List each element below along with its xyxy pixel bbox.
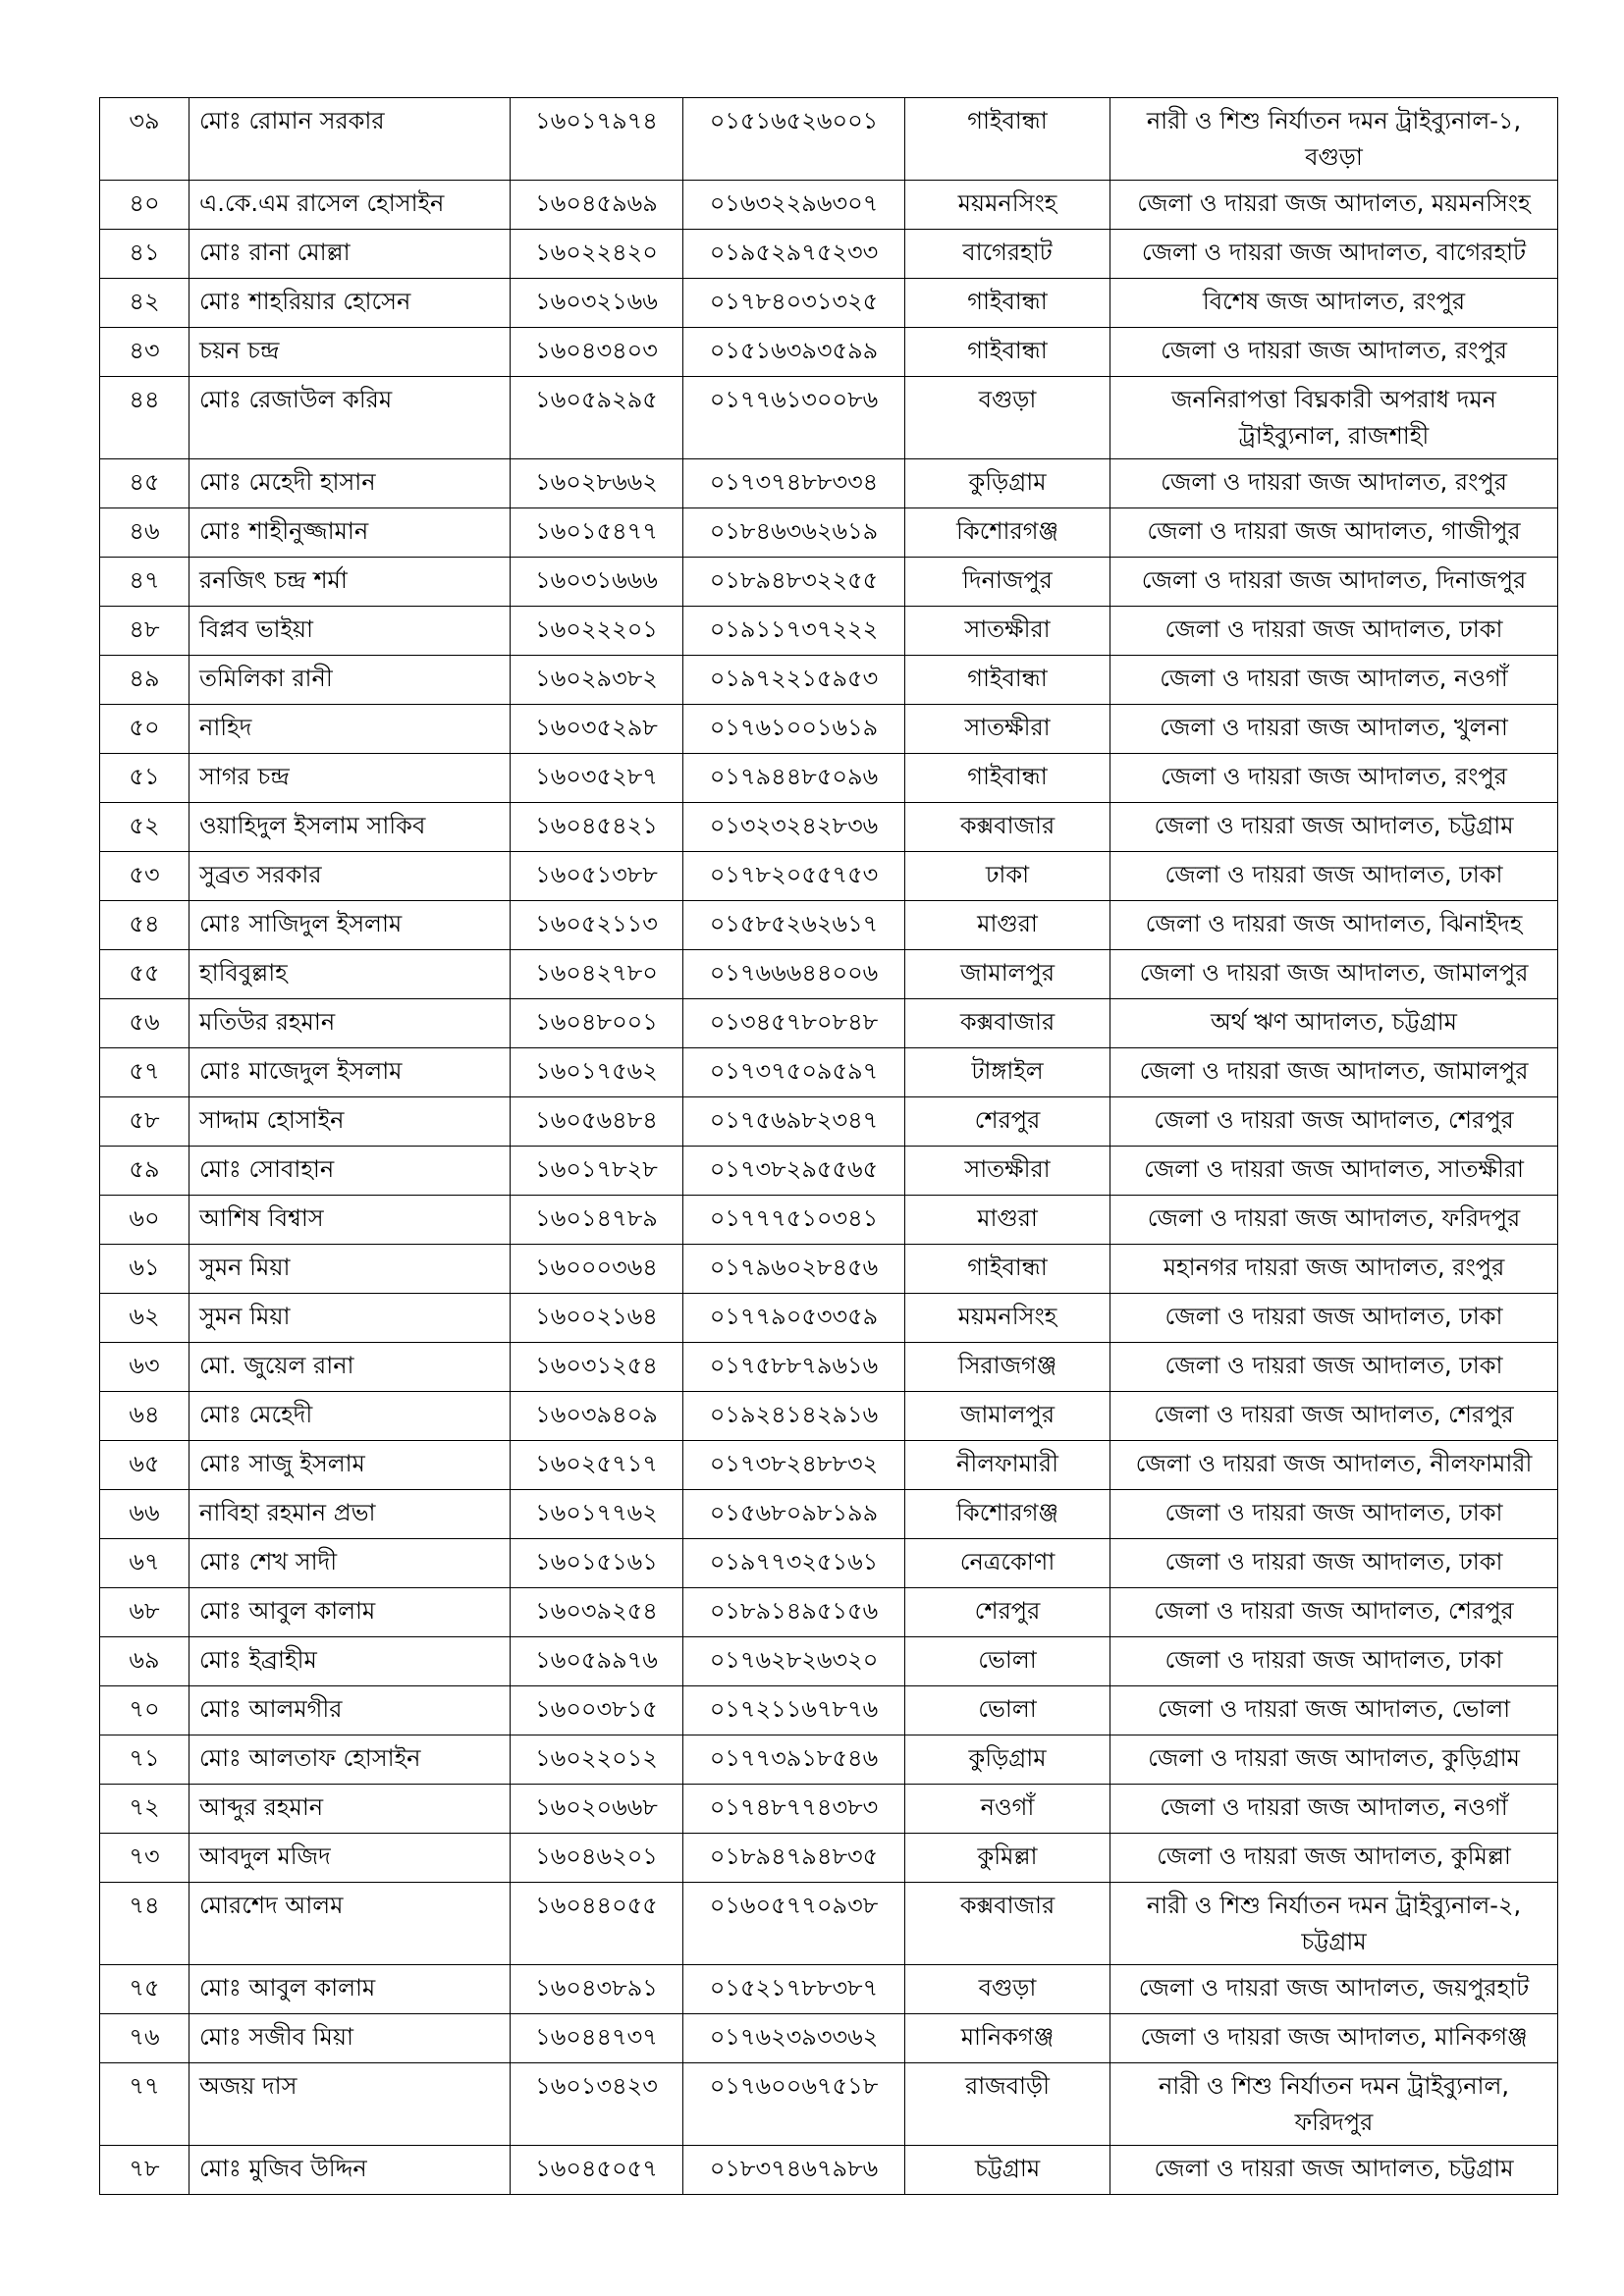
serial-cell: ৪২ bbox=[100, 279, 189, 328]
candidate-list-table bbox=[99, 97, 1558, 2195]
court-cell: জেলা ও দায়রা জজ আদালত, ঢাকা bbox=[1110, 1637, 1558, 1686]
phone-cell: ০১৯১১৭৩৭২২২ bbox=[683, 607, 905, 656]
roll-cell: ১৬০২২৪২০ bbox=[511, 230, 683, 279]
phone-cell: ০১৭৪৮৭৭৪৩৮৩ bbox=[683, 1785, 905, 1834]
district-cell: কুড়িগ্রাম bbox=[905, 1735, 1110, 1785]
district-cell: নেত্রকোণা bbox=[905, 1539, 1110, 1588]
name-cell: সাদ্দাম হোসাইন bbox=[189, 1097, 511, 1147]
court-cell: জেলা ও দায়রা জজ আদালত, ঢাকা bbox=[1110, 1343, 1558, 1392]
roll-cell: ১৬০১৫১৬১ bbox=[511, 1539, 683, 1588]
roll-cell: ১৬০৩১২৫৪ bbox=[511, 1343, 683, 1392]
serial-cell: ৬১ bbox=[100, 1245, 189, 1294]
district-cell: বগুড়া bbox=[905, 377, 1110, 459]
court-cell: বিশেষ জজ আদালত, রংপুর bbox=[1110, 279, 1558, 328]
name-cell: মোঃ শেখ সাদী bbox=[189, 1539, 511, 1588]
court-cell: জেলা ও দায়রা জজ আদালত, বাগেরহাট bbox=[1110, 230, 1558, 279]
name-cell: তমিলিকা রানী bbox=[189, 656, 511, 705]
roll-cell: ১৬০৪৬২০১ bbox=[511, 1834, 683, 1883]
district-cell: গাইবান্ধা bbox=[905, 656, 1110, 705]
roll-cell: ১৬০০৩৮১৫ bbox=[511, 1686, 683, 1735]
name-cell: মোঃ শাহীনুজ্জামান bbox=[189, 508, 511, 558]
roll-cell: ১৬০৩৯৪০৯ bbox=[511, 1392, 683, 1441]
roll-cell: ১৬০২৮৬৬২ bbox=[511, 459, 683, 508]
phone-cell: ০১৭৭৬১৩০০৮৬ bbox=[683, 377, 905, 459]
phone-cell: ০১৮৯৪৭৯৪৮৩৫ bbox=[683, 1834, 905, 1883]
phone-cell: ০১৭৬২৮২৬৩২০ bbox=[683, 1637, 905, 1686]
court-cell: জেলা ও দায়রা জজ আদালত, সাতক্ষীরা bbox=[1110, 1147, 1558, 1196]
court-cell: জেলা ও দায়রা জজ আদালত, কুমিল্লা bbox=[1110, 1834, 1558, 1883]
roll-cell: ১৬০৪৪০৫৫ bbox=[511, 1883, 683, 1965]
phone-cell: ০১৭৬৬৬৪৪০০৬ bbox=[683, 950, 905, 999]
serial-cell: ৭৫ bbox=[100, 1965, 189, 2014]
name-cell: রনজিৎ চন্দ্র শর্মা bbox=[189, 558, 511, 607]
table-row bbox=[100, 607, 1558, 656]
name-cell: মোঃ মেহেদী bbox=[189, 1392, 511, 1441]
court-cell: নারী ও শিশু নির্যাতন দমন ট্রাইব্যুনাল, ফরিদপুর bbox=[1110, 2063, 1558, 2146]
name-cell: ওয়াহিদুল ইসলাম সাকিব bbox=[189, 803, 511, 852]
district-cell: সিরাজগঞ্জ bbox=[905, 1343, 1110, 1392]
table-row bbox=[100, 705, 1558, 754]
roll-cell: ১৬০০০৩৬৪ bbox=[511, 1245, 683, 1294]
table-row bbox=[100, 950, 1558, 999]
roll-cell: ১৬০৫১৩৮৮ bbox=[511, 852, 683, 901]
phone-cell: ০১৭৬০০৬৭৫১৮ bbox=[683, 2063, 905, 2146]
serial-cell: ৬৩ bbox=[100, 1343, 189, 1392]
roll-cell: ১৬০২২২০১ bbox=[511, 607, 683, 656]
court-cell: জেলা ও দায়রা জজ আদালত, নওগাঁ bbox=[1110, 1785, 1558, 1834]
phone-cell: ০১৭৯৬০২৮৪৫৬ bbox=[683, 1245, 905, 1294]
court-cell: জেলা ও দায়রা জজ আদালত, ঢাকা bbox=[1110, 1294, 1558, 1343]
district-cell: কক্সবাজার bbox=[905, 803, 1110, 852]
roll-cell: ১৬০১৭৯৭৪ bbox=[511, 98, 683, 181]
roll-cell: ১৬০২২০১২ bbox=[511, 1735, 683, 1785]
phone-cell: ০১৫৮৫২৬২৬১৭ bbox=[683, 901, 905, 950]
name-cell: মোঃ শাহরিয়ার হোসেন bbox=[189, 279, 511, 328]
district-cell: শেরপুর bbox=[905, 1097, 1110, 1147]
court-cell: জেলা ও দায়রা জজ আদালত, নীলফামারী bbox=[1110, 1441, 1558, 1490]
table-row bbox=[100, 1588, 1558, 1637]
court-cell: জেলা ও দায়রা জজ আদালত, শেরপুর bbox=[1110, 1392, 1558, 1441]
phone-cell: ০১৭৫৮৮৭৯৬১৬ bbox=[683, 1343, 905, 1392]
district-cell: কুমিল্লা bbox=[905, 1834, 1110, 1883]
district-cell: কক্সবাজার bbox=[905, 999, 1110, 1048]
serial-cell: ৪০ bbox=[100, 181, 189, 230]
name-cell: মোঃ রোমান সরকার bbox=[189, 98, 511, 181]
name-cell: চয়ন চন্দ্র bbox=[189, 328, 511, 377]
court-cell: জেলা ও দায়রা জজ আদালত, ভোলা bbox=[1110, 1686, 1558, 1735]
district-cell: ময়মনসিংহ bbox=[905, 1294, 1110, 1343]
table-row bbox=[100, 181, 1558, 230]
table-row bbox=[100, 1785, 1558, 1834]
court-cell: জেলা ও দায়রা জজ আদালত, চট্টগ্রাম bbox=[1110, 803, 1558, 852]
court-cell: জেলা ও দায়রা জজ আদালত, জামালপুর bbox=[1110, 1048, 1558, 1097]
district-cell: কিশোরগঞ্জ bbox=[905, 1490, 1110, 1539]
table-row bbox=[100, 901, 1558, 950]
district-cell: ময়মনসিংহ bbox=[905, 181, 1110, 230]
district-cell: সাতক্ষীরা bbox=[905, 705, 1110, 754]
table-row bbox=[100, 1686, 1558, 1735]
district-cell: গাইবান্ধা bbox=[905, 1245, 1110, 1294]
serial-cell: ৫৬ bbox=[100, 999, 189, 1048]
name-cell: মোঃ আবুল কালাম bbox=[189, 1588, 511, 1637]
district-cell: নীলফামারী bbox=[905, 1441, 1110, 1490]
district-cell: কক্সবাজার bbox=[905, 1883, 1110, 1965]
district-cell: গাইবান্ধা bbox=[905, 98, 1110, 181]
table-row bbox=[100, 999, 1558, 1048]
court-cell: মহানগর দায়রা জজ আদালত, রংপুর bbox=[1110, 1245, 1558, 1294]
name-cell: আব্দুর রহমান bbox=[189, 1785, 511, 1834]
roll-cell: ১৬০৫৯২৯৫ bbox=[511, 377, 683, 459]
phone-cell: ০১৭৫৬৯৮২৩৪৭ bbox=[683, 1097, 905, 1147]
phone-cell: ০১৭৬২৩৯৩৩৬২ bbox=[683, 2014, 905, 2063]
serial-cell: ৭৮ bbox=[100, 2146, 189, 2195]
table-row bbox=[100, 656, 1558, 705]
court-cell: জেলা ও দায়রা জজ আদালত, চট্টগ্রাম bbox=[1110, 2146, 1558, 2195]
roll-cell: ১৬০১৪৭৮৯ bbox=[511, 1196, 683, 1245]
name-cell: মোঃ রানা মোল্লা bbox=[189, 230, 511, 279]
roll-cell: ১৬০৪৩৮৯১ bbox=[511, 1965, 683, 2014]
district-cell: টাঙ্গাইল bbox=[905, 1048, 1110, 1097]
table-row bbox=[100, 1392, 1558, 1441]
court-cell: জেলা ও দায়রা জজ আদালত, ঢাকা bbox=[1110, 852, 1558, 901]
district-cell: নওগাঁ bbox=[905, 1785, 1110, 1834]
district-cell: চট্টগ্রাম bbox=[905, 2146, 1110, 2195]
phone-cell: ০১৫১৬৫২৬০০১ bbox=[683, 98, 905, 181]
district-cell: ভোলা bbox=[905, 1637, 1110, 1686]
serial-cell: ৪৫ bbox=[100, 459, 189, 508]
name-cell: সুব্রত সরকার bbox=[189, 852, 511, 901]
district-cell: সাতক্ষীরা bbox=[905, 607, 1110, 656]
phone-cell: ০১৩২৩২৪২৮৩৬ bbox=[683, 803, 905, 852]
name-cell: এ.কে.এম রাসেল হোসাইন bbox=[189, 181, 511, 230]
table-row bbox=[100, 459, 1558, 508]
name-cell: মোঃ মুজিব উদ্দিন bbox=[189, 2146, 511, 2195]
phone-cell: ০১৯৭২২১৫৯৫৩ bbox=[683, 656, 905, 705]
roll-cell: ১৬০২০৬৬৮ bbox=[511, 1785, 683, 1834]
serial-cell: ৫৭ bbox=[100, 1048, 189, 1097]
roll-cell: ১৬০০২১৬৪ bbox=[511, 1294, 683, 1343]
court-cell: জেলা ও দায়রা জজ আদালত, দিনাজপুর bbox=[1110, 558, 1558, 607]
name-cell: মোঃ ইব্রাহীম bbox=[189, 1637, 511, 1686]
name-cell: সুমন মিয়া bbox=[189, 1294, 511, 1343]
roll-cell: ১৬০১৫৪৭৭ bbox=[511, 508, 683, 558]
table-row bbox=[100, 852, 1558, 901]
name-cell: নাহিদ bbox=[189, 705, 511, 754]
court-cell: জেলা ও দায়রা জজ আদালত, রংপুর bbox=[1110, 328, 1558, 377]
table-row bbox=[100, 1196, 1558, 1245]
phone-cell: ০১৭৩৮২৯৫৫৬৫ bbox=[683, 1147, 905, 1196]
name-cell: মোঃ সাজু ইসলাম bbox=[189, 1441, 511, 1490]
table-row bbox=[100, 1490, 1558, 1539]
serial-cell: ৪৭ bbox=[100, 558, 189, 607]
district-cell: কিশোরগঞ্জ bbox=[905, 508, 1110, 558]
table-row bbox=[100, 1441, 1558, 1490]
roll-cell: ১৬০৩১৬৬৬ bbox=[511, 558, 683, 607]
phone-cell: ০১৮৯১৪৯৫১৫৬ bbox=[683, 1588, 905, 1637]
serial-cell: ৪৩ bbox=[100, 328, 189, 377]
serial-cell: ৭৭ bbox=[100, 2063, 189, 2146]
phone-cell: ০১৫৬৮০৯৮১৯৯ bbox=[683, 1490, 905, 1539]
table-row bbox=[100, 1097, 1558, 1147]
phone-cell: ০১৫১৬৩৯৩৫৯৯ bbox=[683, 328, 905, 377]
phone-cell: ০১৬৩২২৯৬৩০৭ bbox=[683, 181, 905, 230]
court-cell: জেলা ও দায়রা জজ আদালত, ময়মনসিংহ bbox=[1110, 181, 1558, 230]
table-row bbox=[100, 1834, 1558, 1883]
name-cell: মোঃ সোবাহান bbox=[189, 1147, 511, 1196]
roll-cell: ১৬০২৫৭১৭ bbox=[511, 1441, 683, 1490]
court-cell: জেলা ও দায়রা জজ আদালত, মানিকগঞ্জ bbox=[1110, 2014, 1558, 2063]
phone-cell: ০১৭৭৩৯১৮৫৪৬ bbox=[683, 1735, 905, 1785]
table-row bbox=[100, 2014, 1558, 2063]
court-cell: জেলা ও দায়রা জজ আদালত, গাজীপুর bbox=[1110, 508, 1558, 558]
table-row bbox=[100, 1343, 1558, 1392]
court-cell: জেলা ও দায়রা জজ আদালত, শেরপুর bbox=[1110, 1097, 1558, 1147]
name-cell: মোঃ রেজাউল করিম bbox=[189, 377, 511, 459]
name-cell: হাবিবুল্লাহ bbox=[189, 950, 511, 999]
serial-cell: ৫৫ bbox=[100, 950, 189, 999]
table-row bbox=[100, 377, 1558, 459]
serial-cell: ৫২ bbox=[100, 803, 189, 852]
court-cell: জেলা ও দায়রা জজ আদালত, কুড়িগ্রাম bbox=[1110, 1735, 1558, 1785]
name-cell: আবদুল মজিদ bbox=[189, 1834, 511, 1883]
phone-cell: ০১৭৩৭৪৮৮৩৩৪ bbox=[683, 459, 905, 508]
table-row bbox=[100, 1245, 1558, 1294]
name-cell: মোঃ সজীব মিয়া bbox=[189, 2014, 511, 2063]
district-cell: জামালপুর bbox=[905, 1392, 1110, 1441]
phone-cell: ০১৭৮২০৫৫৭৫৩ bbox=[683, 852, 905, 901]
phone-cell: ০১৩৪৫৭৮০৮৪৮ bbox=[683, 999, 905, 1048]
serial-cell: ৫৩ bbox=[100, 852, 189, 901]
name-cell: মোরশেদ আলম bbox=[189, 1883, 511, 1965]
district-cell: মানিকগঞ্জ bbox=[905, 2014, 1110, 2063]
name-cell: মোঃ মাজেদুল ইসলাম bbox=[189, 1048, 511, 1097]
serial-cell: ৭৬ bbox=[100, 2014, 189, 2063]
phone-cell: ০১৯৫২৯৭৫২৩৩ bbox=[683, 230, 905, 279]
roll-cell: ১৬০৪৫৯৬৯ bbox=[511, 181, 683, 230]
serial-cell: ৬৪ bbox=[100, 1392, 189, 1441]
serial-cell: ৭৩ bbox=[100, 1834, 189, 1883]
roll-cell: ১৬০১৭৭৬২ bbox=[511, 1490, 683, 1539]
roll-cell: ১৬০৫৯৯৭৬ bbox=[511, 1637, 683, 1686]
roll-cell: ১৬০৫৬৪৮৪ bbox=[511, 1097, 683, 1147]
phone-cell: ০১৬০৫৭৭০৯৩৮ bbox=[683, 1883, 905, 1965]
roll-cell: ১৬০৪২৭৮০ bbox=[511, 950, 683, 999]
serial-cell: ৫৮ bbox=[100, 1097, 189, 1147]
court-cell: জেলা ও দায়রা জজ আদালত, রংপুর bbox=[1110, 459, 1558, 508]
roll-cell: ১৬০৩৫২৮৭ bbox=[511, 754, 683, 803]
serial-cell: ৪৯ bbox=[100, 656, 189, 705]
serial-cell: ৬৯ bbox=[100, 1637, 189, 1686]
document-table-container bbox=[99, 97, 1557, 2195]
table-row bbox=[100, 2063, 1558, 2146]
court-cell: জেলা ও দায়রা জজ আদালত, জামালপুর bbox=[1110, 950, 1558, 999]
serial-cell: ৬৬ bbox=[100, 1490, 189, 1539]
court-cell: জেলা ও দায়রা জজ আদালত, ঝিনাইদহ bbox=[1110, 901, 1558, 950]
phone-cell: ০১৭৩৮২৪৮৮৩২ bbox=[683, 1441, 905, 1490]
serial-cell: ৪৮ bbox=[100, 607, 189, 656]
court-cell: জেলা ও দায়রা জজ আদালত, জয়পুরহাট bbox=[1110, 1965, 1558, 2014]
court-cell: নারী ও শিশু নির্যাতন দমন ট্রাইব্যুনাল-২, চট্টগ্রাম bbox=[1110, 1883, 1558, 1965]
table-body bbox=[100, 98, 1558, 2195]
roll-cell: ১৬০৪৫০৫৭ bbox=[511, 2146, 683, 2195]
name-cell: মো. জুয়েল রানা bbox=[189, 1343, 511, 1392]
district-cell: শেরপুর bbox=[905, 1588, 1110, 1637]
district-cell: গাইবান্ধা bbox=[905, 754, 1110, 803]
district-cell: রাজবাড়ী bbox=[905, 2063, 1110, 2146]
table-row bbox=[100, 1965, 1558, 2014]
name-cell: মোঃ মেহেদী হাসান bbox=[189, 459, 511, 508]
table-row bbox=[100, 754, 1558, 803]
court-cell: জেলা ও দায়রা জজ আদালত, খুলনা bbox=[1110, 705, 1558, 754]
phone-cell: ০১৮৩৭৪৬৭৯৮৬ bbox=[683, 2146, 905, 2195]
roll-cell: ১৬০৩৫২৯৮ bbox=[511, 705, 683, 754]
phone-cell: ০১৭৬১০০১৬১৯ bbox=[683, 705, 905, 754]
table-row bbox=[100, 1883, 1558, 1965]
court-cell: জেলা ও দায়রা জজ আদালত, ঢাকা bbox=[1110, 1490, 1558, 1539]
roll-cell: ১৬০৪৮০০১ bbox=[511, 999, 683, 1048]
table-row bbox=[100, 1637, 1558, 1686]
district-cell: গাইবান্ধা bbox=[905, 328, 1110, 377]
serial-cell: ৬৫ bbox=[100, 1441, 189, 1490]
court-cell: নারী ও শিশু নির্যাতন দমন ট্রাইব্যুনাল-১, বগুড়া bbox=[1110, 98, 1558, 181]
roll-cell: ১৬০৩২১৬৬ bbox=[511, 279, 683, 328]
table-row bbox=[100, 508, 1558, 558]
serial-cell: ৪৬ bbox=[100, 508, 189, 558]
table-row bbox=[100, 279, 1558, 328]
phone-cell: ০১৮৯৪৮৩২২৫৫ bbox=[683, 558, 905, 607]
phone-cell: ০১৮৪৬৩৬২৬১৯ bbox=[683, 508, 905, 558]
table-row bbox=[100, 328, 1558, 377]
roll-cell: ১৬০৪৩৪০৩ bbox=[511, 328, 683, 377]
table-row bbox=[100, 558, 1558, 607]
serial-cell: ৭৪ bbox=[100, 1883, 189, 1965]
district-cell: গাইবান্ধা bbox=[905, 279, 1110, 328]
name-cell: আশিষ বিশ্বাস bbox=[189, 1196, 511, 1245]
serial-cell: ৭২ bbox=[100, 1785, 189, 1834]
phone-cell: ০১৯৭৭৩২৫১৬১ bbox=[683, 1539, 905, 1588]
name-cell: সুমন মিয়া bbox=[189, 1245, 511, 1294]
serial-cell: ৬৮ bbox=[100, 1588, 189, 1637]
serial-cell: ৬০ bbox=[100, 1196, 189, 1245]
table-row bbox=[100, 1048, 1558, 1097]
phone-cell: ০১৫২১৭৮৮৩৮৭ bbox=[683, 1965, 905, 2014]
phone-cell: ০১৭৭৭৫১০৩৪১ bbox=[683, 1196, 905, 1245]
roll-cell: ১৬০৪৪৭৩৭ bbox=[511, 2014, 683, 2063]
district-cell: মাগুরা bbox=[905, 901, 1110, 950]
court-cell: জেলা ও দায়রা জজ আদালত, শেরপুর bbox=[1110, 1588, 1558, 1637]
table-row bbox=[100, 98, 1558, 181]
court-cell: জেলা ও দায়রা জজ আদালত, রংপুর bbox=[1110, 754, 1558, 803]
name-cell: বিপ্লব ভাইয়া bbox=[189, 607, 511, 656]
serial-cell: ৭১ bbox=[100, 1735, 189, 1785]
court-cell: জেলা ও দায়রা জজ আদালত, ঢাকা bbox=[1110, 1539, 1558, 1588]
court-cell: জেলা ও দায়রা জজ আদালত, ফরিদপুর bbox=[1110, 1196, 1558, 1245]
serial-cell: ৪১ bbox=[100, 230, 189, 279]
table-row bbox=[100, 803, 1558, 852]
name-cell: সাগর চন্দ্র bbox=[189, 754, 511, 803]
court-cell: জেলা ও দায়রা জজ আদালত, নওগাঁ bbox=[1110, 656, 1558, 705]
roll-cell: ১৬০১৭৫৬২ bbox=[511, 1048, 683, 1097]
serial-cell: ৬৭ bbox=[100, 1539, 189, 1588]
district-cell: বগুড়া bbox=[905, 1965, 1110, 2014]
serial-cell: ৭০ bbox=[100, 1686, 189, 1735]
serial-cell: ৩৯ bbox=[100, 98, 189, 181]
roll-cell: ১৬০১৩৪২৩ bbox=[511, 2063, 683, 2146]
phone-cell: ০১৭২১১৬৭৮৭৬ bbox=[683, 1686, 905, 1735]
serial-cell: ৪৪ bbox=[100, 377, 189, 459]
court-cell: অর্থ ঋণ আদালত, চট্টগ্রাম bbox=[1110, 999, 1558, 1048]
district-cell: সাতক্ষীরা bbox=[905, 1147, 1110, 1196]
table-row bbox=[100, 1147, 1558, 1196]
name-cell: নাবিহা রহমান প্রভা bbox=[189, 1490, 511, 1539]
district-cell: বাগেরহাট bbox=[905, 230, 1110, 279]
serial-cell: ৬২ bbox=[100, 1294, 189, 1343]
name-cell: মোঃ আবুল কালাম bbox=[189, 1965, 511, 2014]
serial-cell: ৫০ bbox=[100, 705, 189, 754]
name-cell: মোঃ আলমগীর bbox=[189, 1686, 511, 1735]
district-cell: জামালপুর bbox=[905, 950, 1110, 999]
serial-cell: ৫৪ bbox=[100, 901, 189, 950]
district-cell: মাগুরা bbox=[905, 1196, 1110, 1245]
roll-cell: ১৬০৩৯২৫৪ bbox=[511, 1588, 683, 1637]
table-row bbox=[100, 1735, 1558, 1785]
serial-cell: ৫৯ bbox=[100, 1147, 189, 1196]
district-cell: দিনাজপুর bbox=[905, 558, 1110, 607]
table-row bbox=[100, 1539, 1558, 1588]
serial-cell: ৫১ bbox=[100, 754, 189, 803]
district-cell: কুড়িগ্রাম bbox=[905, 459, 1110, 508]
name-cell: মোঃ সাজিদুল ইসলাম bbox=[189, 901, 511, 950]
phone-cell: ০১৯২৪১৪২৯১৬ bbox=[683, 1392, 905, 1441]
table-row bbox=[100, 2146, 1558, 2195]
phone-cell: ০১৭৩৭৫০৯৫৯৭ bbox=[683, 1048, 905, 1097]
roll-cell: ১৬০৪৫৪২১ bbox=[511, 803, 683, 852]
name-cell: অজয় দাস bbox=[189, 2063, 511, 2146]
district-cell: ঢাকা bbox=[905, 852, 1110, 901]
district-cell: ভোলা bbox=[905, 1686, 1110, 1735]
court-cell: জননিরাপত্তা বিঘ্নকারী অপরাধ দমন ট্রাইব্যুনাল, রাজশাহী bbox=[1110, 377, 1558, 459]
roll-cell: ১৬০৫২১১৩ bbox=[511, 901, 683, 950]
name-cell: মোঃ আলতাফ হোসাইন bbox=[189, 1735, 511, 1785]
table-row bbox=[100, 1294, 1558, 1343]
phone-cell: ০১৭৯৪৪৮৫০৯৬ bbox=[683, 754, 905, 803]
roll-cell: ১৬০২৯৩৮২ bbox=[511, 656, 683, 705]
phone-cell: ০১৭৭৯০৫৩৩৫৯ bbox=[683, 1294, 905, 1343]
roll-cell: ১৬০১৭৮২৮ bbox=[511, 1147, 683, 1196]
phone-cell: ০১৭৮৪০৩১৩২৫ bbox=[683, 279, 905, 328]
table-row bbox=[100, 230, 1558, 279]
name-cell: মতিউর রহমান bbox=[189, 999, 511, 1048]
court-cell: জেলা ও দায়রা জজ আদালত, ঢাকা bbox=[1110, 607, 1558, 656]
